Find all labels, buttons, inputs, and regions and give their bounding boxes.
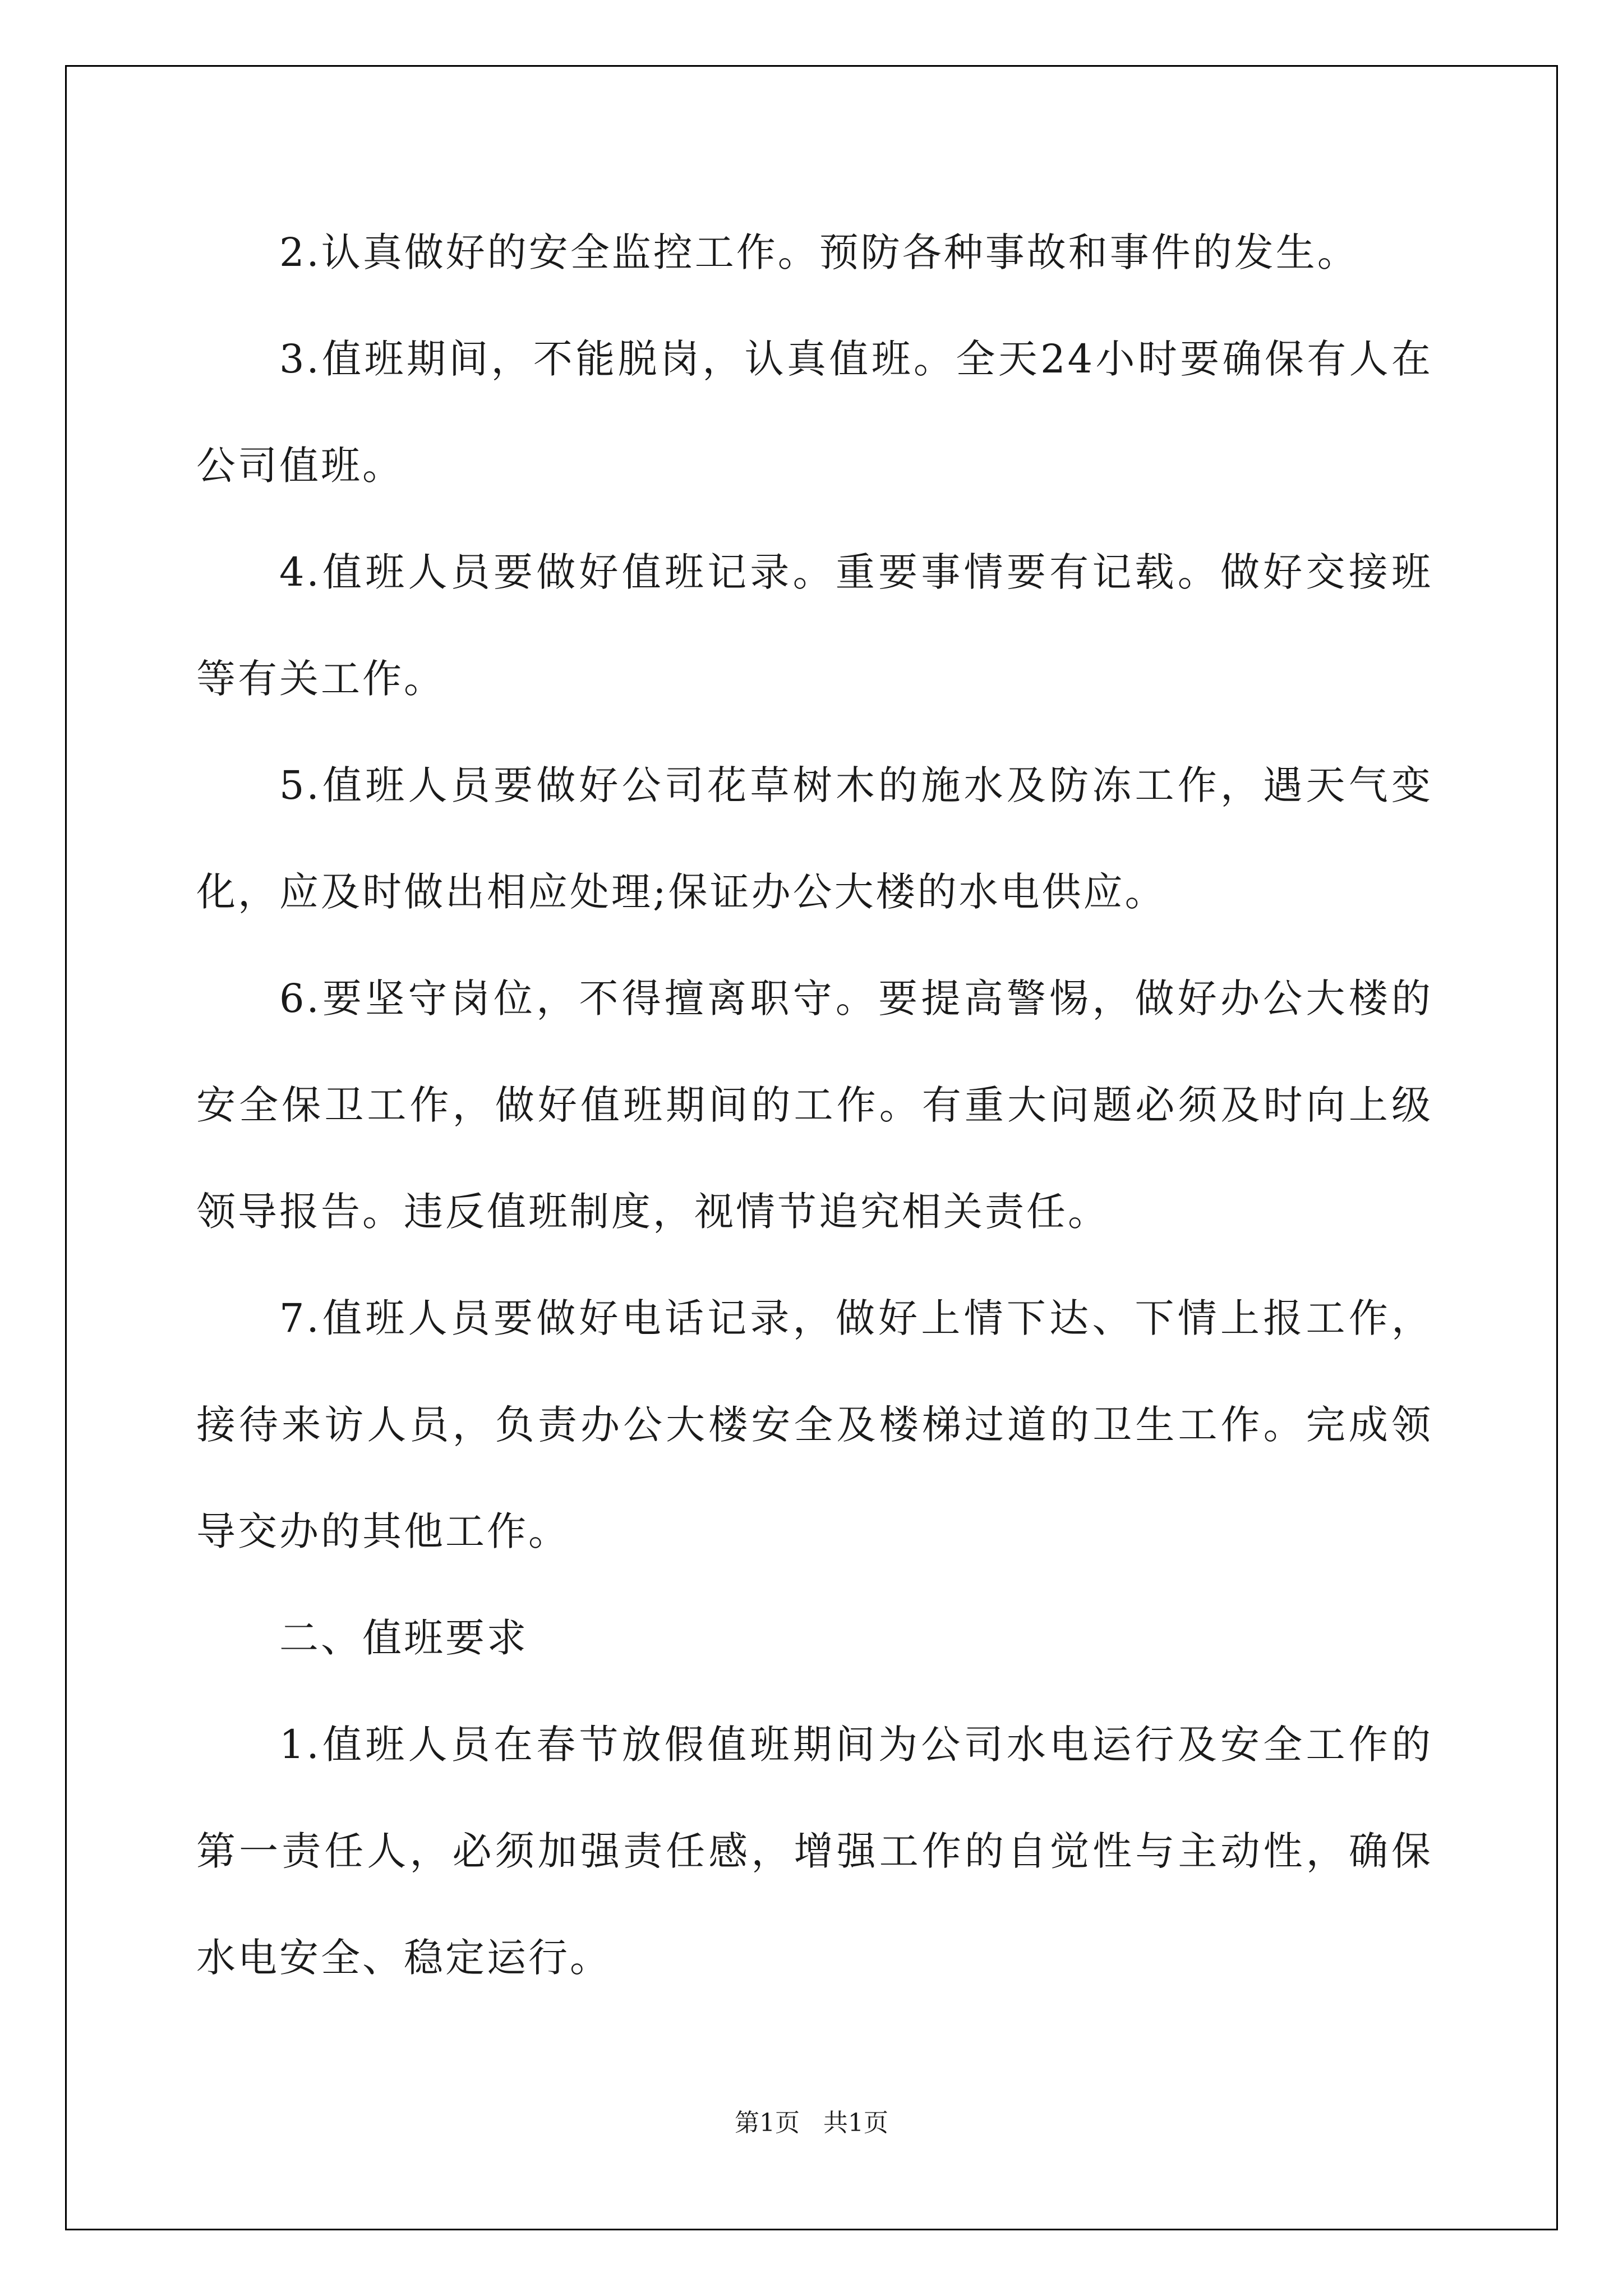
paragraph-item-6: 6.要坚守岗位，不得擅离职守。要提高警惕，做好办公大楼的安全保卫工作，做好值班期间的工作。有重大问题必须及时向上级领导报告。违反值班制度，视情节追究相关责任。	[196, 976, 1433, 1235]
paragraph-item-5: 5.值班人员要做好公司花草树木的施水及防冻工作，遇天气变化，应及时做出相应处理;保证办公大楼的水电供应。	[196, 762, 1433, 915]
paragraph-item-3: 3.值班期间，不能脱岗，认真值班。全天24小时要确保有人在公司值班。	[196, 336, 1433, 489]
paragraph-item-2: 2.认真做好的安全监控工作。预防各种事故和事件的发生。	[279, 229, 1359, 275]
document-body	[196, 199, 1433, 2011]
paragraph-item-4: 4.值班人员要做好值班记录。重要事情要有记载。做好交接班等有关工作。	[196, 549, 1433, 702]
section-heading: 二、值班要求	[279, 1615, 528, 1661]
requirement-item-1: 1.值班人员在春节放假值班期间为公司水电运行及安全工作的第一责任人，必须加强责任感，增强工作的自觉性与主动性，确保水电安全、稳定运行。	[196, 1722, 1433, 1981]
page-number-footer: 第1页 共1页	[735, 2109, 888, 2137]
paragraph-item-7: 7.值班人员要做好电话记录，做好上情下达、下情上报工作，接待来访人员，负责办公大楼安全及楼梯过道的卫生工作。完成领导交办的其他工作。	[196, 1295, 1433, 1554]
